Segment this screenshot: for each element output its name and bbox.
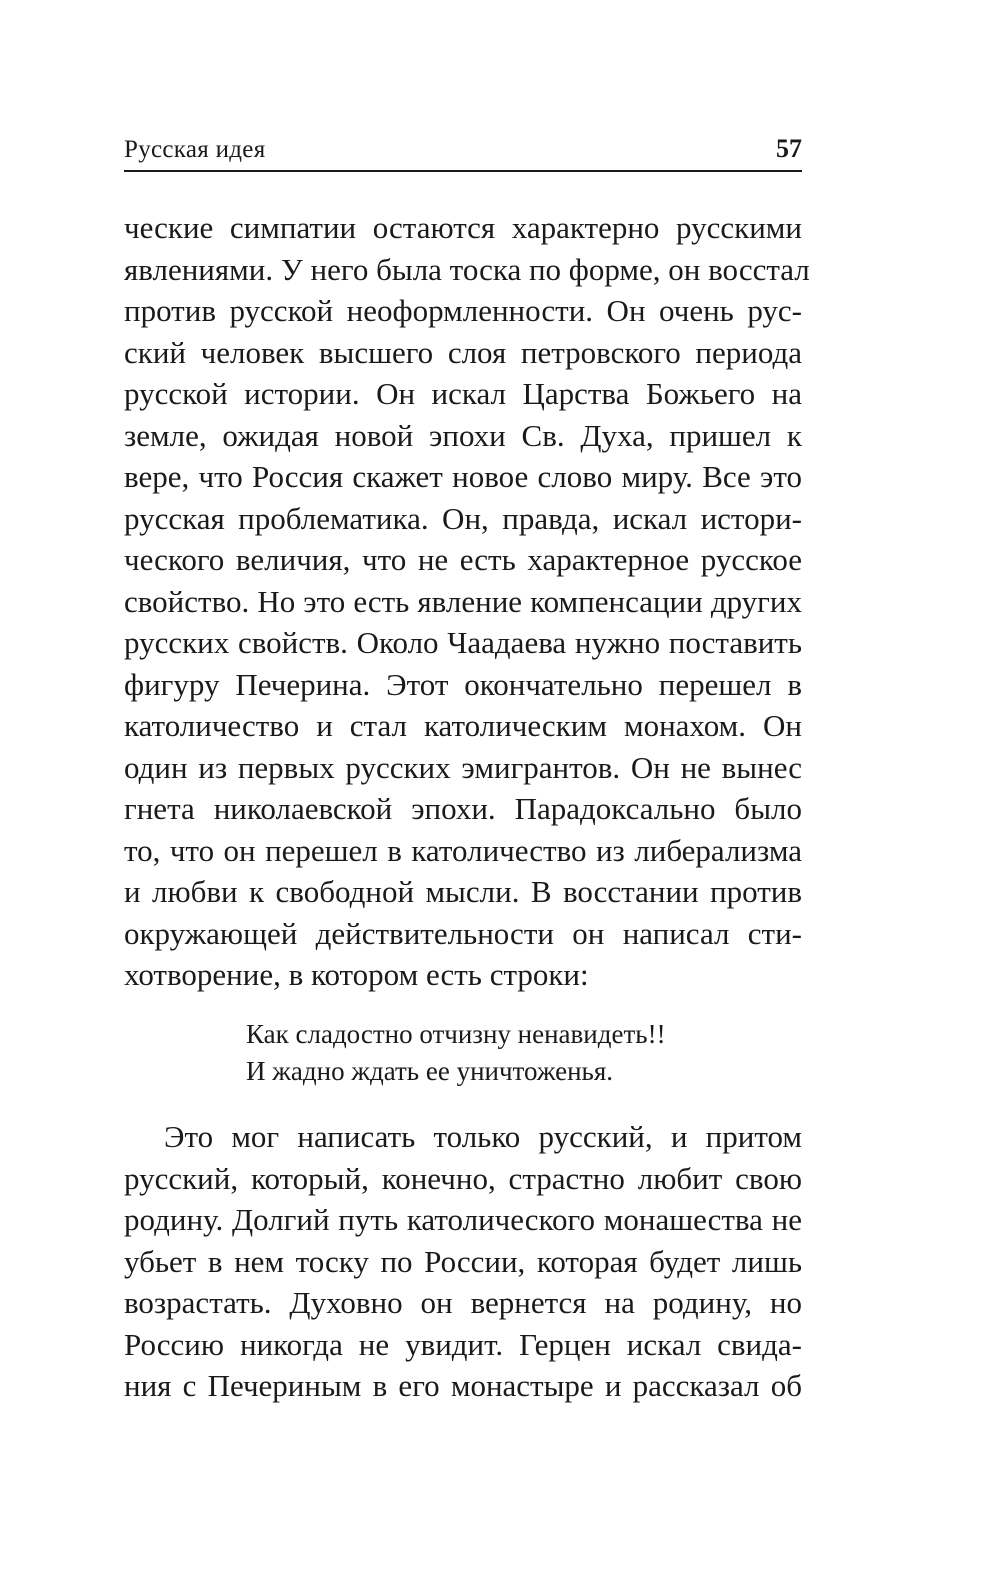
paragraph-1 <box>124 207 810 996</box>
running-head <box>124 132 802 170</box>
verse-line: И жадно ждать ее уничтоженья. <box>246 1056 614 1086</box>
text-line: русских свойств. Около Чаадаева нужно поставить <box>124 625 802 660</box>
text-line: против русской неоформленности. Он очень рус- <box>124 293 802 328</box>
text-line: фигуру Печерина. Этот окончательно перешел в <box>124 666 802 702</box>
verse-line: Как сладостно отчизну ненавидеть!! <box>246 1019 666 1049</box>
running-title: Русская идея <box>124 136 266 163</box>
page-number: 57 <box>776 134 802 163</box>
text-line: ский человек высшего слоя петровского периода <box>124 334 802 370</box>
text-line: то, что он перешел в католичество из либерализма <box>124 832 802 868</box>
text-line: возрастать. Духовно он вернется на родину, но <box>124 1285 802 1320</box>
text-line: ческого величия, что не есть характерное русское <box>124 542 802 577</box>
text-line: окружающей действительности он написал сти- <box>124 915 802 951</box>
text-line: русская проблематика. Он, правда, искал истори- <box>124 500 802 536</box>
text-line: и любви к свободной мысли. В восстании против <box>124 874 802 909</box>
text-line: земле, ожидая новой эпохи Св. Духа, пришел к <box>124 417 802 453</box>
text-line: русский, который, конечно, страстно любит свою <box>124 1160 802 1196</box>
text-line: вере, что Россия скажет новое слово миру. Все это <box>124 459 802 494</box>
text-line: русской истории. Он искал Царства Божьего на <box>124 376 802 411</box>
text-line: родину. Долгий путь католического монашества не <box>124 1202 802 1237</box>
text-line: гнета николаевской эпохи. Парадоксально было <box>124 791 802 826</box>
text-line: католичество и стал католическим монахом. Он <box>124 708 802 743</box>
text-line: явлениями. У него была тоска по форме, он восстал <box>124 251 810 287</box>
verse-quote <box>246 1016 766 1090</box>
text-line: один из первых русских эмигрантов. Он не вынес <box>124 749 802 785</box>
text-line: свойство. Но это есть явление компенсации других <box>124 583 802 619</box>
text-line: ния с Печериным в его монастыре и рассказал об <box>124 1368 802 1403</box>
text-line: ческие симпатии остаются характерно русскими <box>124 210 802 245</box>
paragraph-2 <box>124 1116 802 1407</box>
text-line: Россию никогда не увидит. Герцен искал свида- <box>124 1326 802 1362</box>
text-line: Это мог написать только русский, и притом <box>164 1119 802 1154</box>
text-line: хотворение, в котором есть строки: <box>124 957 589 992</box>
text-line: убьет в нем тоску по России, которая будет лишь <box>124 1243 802 1279</box>
header-rule <box>124 170 802 172</box>
